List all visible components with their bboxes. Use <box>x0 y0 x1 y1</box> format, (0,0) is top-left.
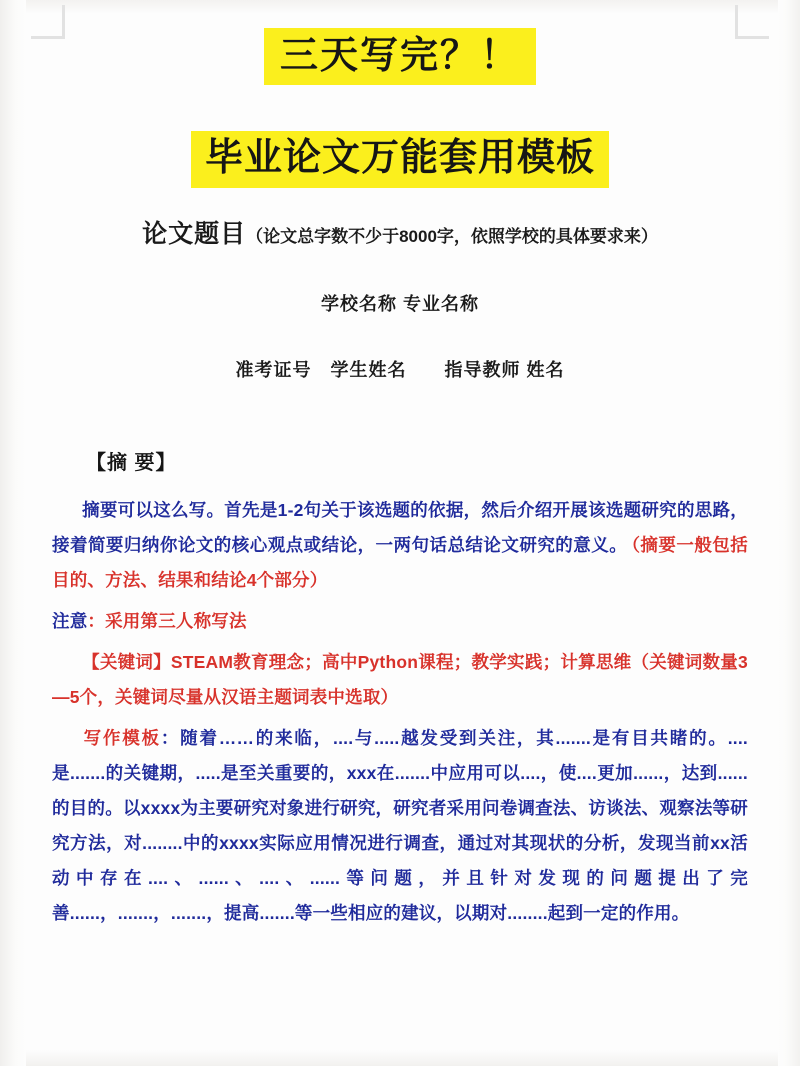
paper-title-note: （论文总字数不少于8000字，依照学校的具体要求来） <box>246 227 658 247</box>
writing-template-label: 写作模板 <box>82 728 161 749</box>
paper-title-label: 论文题目 <box>142 220 247 249</box>
keywords-text: 【关键词】STEAM教育理念；高中Python课程；教学实践；计算思维（关键词数量3—5个，关键词尽量从汉语主题词表中选取） <box>52 652 748 708</box>
note-label: 注意 <box>52 611 88 632</box>
abstract-text-blue: 摘要可以这么写。首先是1-2句关于该选题的依据，然后介绍开展该选题研究的思路，接着简要归纳你论文的核心观点或结论，一两句话总结论文研究的意义。 <box>52 500 748 556</box>
banner-top-highlight: 三天写完？！ <box>264 28 536 85</box>
banner-main-highlight: 毕业论文万能套用模板 <box>191 131 609 189</box>
abstract-heading: 【摘 要】 <box>86 452 177 475</box>
exam-student-teacher-line: 准考证号 学生姓名 指导教师 姓名 <box>235 360 565 381</box>
note-text: ：采用第三人称写法 <box>87 611 247 632</box>
school-major-line: 学校名称 专业名称 <box>320 294 479 315</box>
paper-title-line <box>52 214 748 250</box>
writing-template-paragraph <box>52 721 748 931</box>
note-paragraph <box>52 604 748 639</box>
keywords-paragraph <box>52 645 748 715</box>
abstract-text-red: （摘要一般包括目的、方法、结果和结论4个部分） <box>52 535 748 591</box>
abstract-paragraph <box>52 493 748 598</box>
banner-main-wrap <box>52 85 748 189</box>
banner-top-wrap <box>52 0 748 85</box>
abstract-body <box>52 493 748 931</box>
writing-template-text: ：随着……的来临，....与.....越发受到关注，其.......是有目共睹的。....是.......的关键期，.....是至关重要的，xxx在.......中应用可以....，使....更加......，达到......的目的。以xxxx为主要研究对象进行研究，研究者采用问卷调查法、访谈法、观察法等研究方法，对........中的xxxx实际应用情况进行调查，通过对其现状的分析，发现当前xx活动中存在....、......、....、......等问题，并且针对发现的问题提出了完善......，.......，.......，提高.......等一些相应的建议，以期对........起到一定的作用。 <box>52 728 748 924</box>
section-spacer <box>52 382 748 446</box>
page-edge-bottom <box>0 1050 800 1066</box>
